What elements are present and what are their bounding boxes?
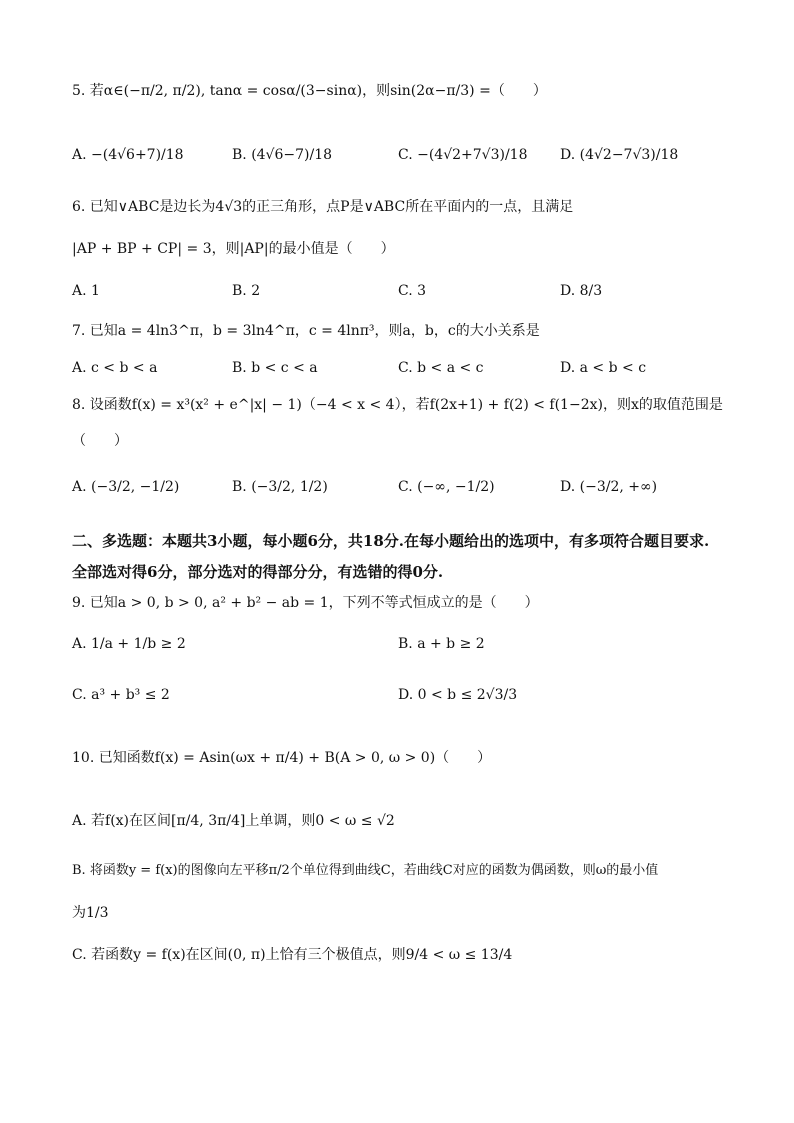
q8-stem-line2: （ ） — [72, 433, 128, 449]
q7-option-c: C. b < a < c — [398, 360, 484, 376]
q8-stem: 8. 设函数f(x) = x³(x² + e^|x| − 1)（−4 < x < 4），若f(2x+1) + f(2) < f(1−2x)，则x的取值范围是 — [72, 397, 723, 413]
q8-option-b: B. (−3/2, 1/2) — [232, 479, 328, 495]
q5-stem: 5. 若α∈(−π/2, π/2), tanα = cosα/(3−sinα)，则sin(2α−π/3) =（ ） — [72, 83, 547, 99]
q5-option-c: C. −(4√2+7√3)/18 — [398, 147, 528, 163]
q6-stem-line2: |AP + BP + CP| = 3，则|AP|的最小值是（ ） — [72, 241, 395, 257]
q8-option-c: C. (−∞, −1/2) — [398, 479, 495, 495]
q10-option-b-line2: 为1/3 — [72, 905, 109, 921]
q8-option-a: A. (−3/2, −1/2) — [72, 479, 180, 495]
q7-option-b: B. b < c < a — [232, 360, 318, 376]
q6-stem: 6. 已知∨ABC是边长为4√3的正三角形，点P是∨ABC所在平面内的一点，且满足 — [72, 199, 574, 215]
q9-option-b: B. a + b ≥ 2 — [398, 636, 485, 652]
section-heading-multiple-choice: 二、多选题：本题共3小题，每小题6分，共18分.在每小题给出的选项中，有多项符合题目要求.全部选对得6分，部分选对的得部分分，有选错的得0分. — [72, 532, 710, 581]
q7-option-a: A. c < b < a — [72, 360, 158, 376]
q9-option-c: C. a³ + b³ ≤ 2 — [72, 687, 170, 703]
q6-option-a: A. 1 — [72, 283, 100, 299]
q7-stem: 7. 已知a = 4ln3^π，b = 3ln4^π，c = 4lnπ³，则a，b，c的大小关系是 — [72, 323, 540, 339]
q9-option-d: D. 0 < b ≤ 2√3/3 — [398, 687, 518, 703]
q5-option-b: B. (4√6−7)/18 — [232, 147, 333, 163]
q5-option-d: D. (4√2−7√3)/18 — [560, 147, 679, 163]
q10-option-a: A. 若f(x)在区间[π/4, 3π/4]上单调，则0 < ω ≤ √2 — [72, 813, 395, 829]
q6-option-c: C. 3 — [398, 283, 427, 299]
q6-option-b: B. 2 — [232, 283, 261, 299]
q8-option-d: D. (−3/2, +∞) — [560, 479, 658, 495]
q9-option-a: A. 1/a + 1/b ≥ 2 — [72, 636, 186, 652]
q7-option-d: D. a < b < c — [560, 360, 647, 376]
q10-option-b: B. 将函数y = f(x)的图像向左平移π/2个单位得到曲线C，若曲线C对应的函数为偶函数，则ω的最小值 — [72, 863, 659, 878]
q10-option-c: C. 若函数y = f(x)在区间(0, π)上恰有三个极值点，则9/4 < ω ≤ 13/4 — [72, 947, 513, 963]
q5-option-a: A. −(4√6+7)/18 — [72, 147, 184, 163]
q10-stem: 10. 已知函数f(x) = Asin(ωx + π/4) + B(A > 0, ω > 0)（ ） — [72, 750, 492, 766]
q9-stem: 9. 已知a > 0, b > 0, a² + b² − ab = 1，下列不等式恒成立的是（ ） — [72, 595, 539, 611]
q6-option-d: D. 8/3 — [560, 283, 603, 299]
